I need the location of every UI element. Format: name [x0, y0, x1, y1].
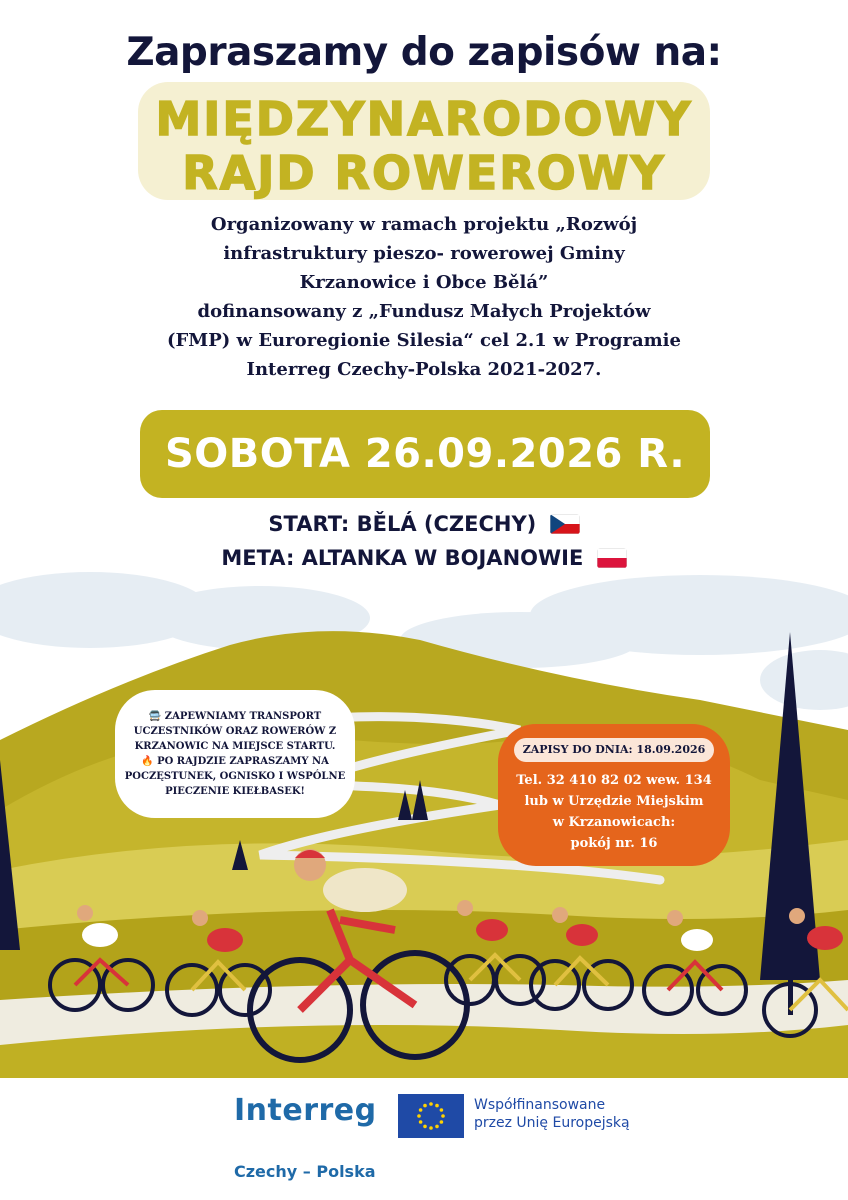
- info-line: KRZANOWIC NA MIEJSCE STARTU.: [134, 741, 336, 752]
- date-banner: [140, 410, 710, 498]
- description-line: Krzanowice i Obce Bělá”: [299, 272, 549, 293]
- eu-line2: przez Unię Europejską: [474, 1115, 630, 1131]
- info-line: UCZESTNIKÓW ORAZ ROWERÓW Z: [133, 726, 337, 737]
- eu-cofinancing-label: [474, 1096, 630, 1132]
- description-line: (FMP) w Euroregionie Silesia“ cel 2.1 w Programie: [167, 330, 681, 351]
- info-line: PIECZENIE KIEŁBASEK!: [165, 786, 305, 797]
- description-line: infrastruktury pieszo- rowerowej Gminy: [223, 243, 625, 264]
- interreg-logo: Interreg: [234, 1093, 377, 1128]
- registration-deadline: ZAPISY DO DNIA: 18.09.2026: [514, 738, 714, 762]
- start-label: START: BĚLÁ (CZECHY): [268, 512, 537, 536]
- transport-info-bubble: [115, 690, 355, 818]
- event-date: SOBOTA 26.09.2026 R.: [164, 431, 686, 477]
- event-title-line2: RAJD ROWEROWY: [182, 146, 666, 200]
- program-region: Czechy – Polska: [234, 1162, 376, 1181]
- registration-info-bubble: [498, 724, 730, 866]
- contact-line: Tel. 32 410 82 02 wew. 134: [516, 773, 712, 788]
- description-line: Interreg Czechy-Polska 2021-2027.: [246, 359, 602, 380]
- czech-flag-icon: [550, 514, 580, 534]
- finish-label: META: ALTANKA W BOJANOWIE: [221, 546, 584, 570]
- description-line: dofinansowany z „Fundusz Małych Projektów: [197, 301, 651, 322]
- route-start: [0, 512, 848, 536]
- contact-line: lub w Urzędzie Miejskim: [524, 794, 704, 809]
- route-finish: [0, 546, 848, 570]
- eu-flag-icon: [398, 1094, 464, 1138]
- invitation-heading: Zapraszamy do zapisów na:: [126, 30, 722, 75]
- description-line: Organizowany w ramach projektu „Rozwój: [210, 214, 638, 235]
- info-line: POCZĘSTUNEK, OGNISKO I WSPÓLNE: [124, 771, 346, 782]
- info-line: 🔥 PO RAJDZIE ZAPRASZAMY NA: [141, 756, 329, 767]
- contact-line: pokój nr. 16: [570, 836, 658, 851]
- contact-line: w Krzanowicach:: [552, 815, 676, 830]
- eu-line1: Współfinansowane: [474, 1097, 606, 1113]
- polish-flag-icon: [597, 548, 627, 568]
- info-line: 🚍 ZAPEWNIAMY TRANSPORT: [148, 711, 322, 722]
- project-description: [60, 210, 788, 384]
- event-title-line1: MIĘDZYNARODOWY: [155, 92, 693, 146]
